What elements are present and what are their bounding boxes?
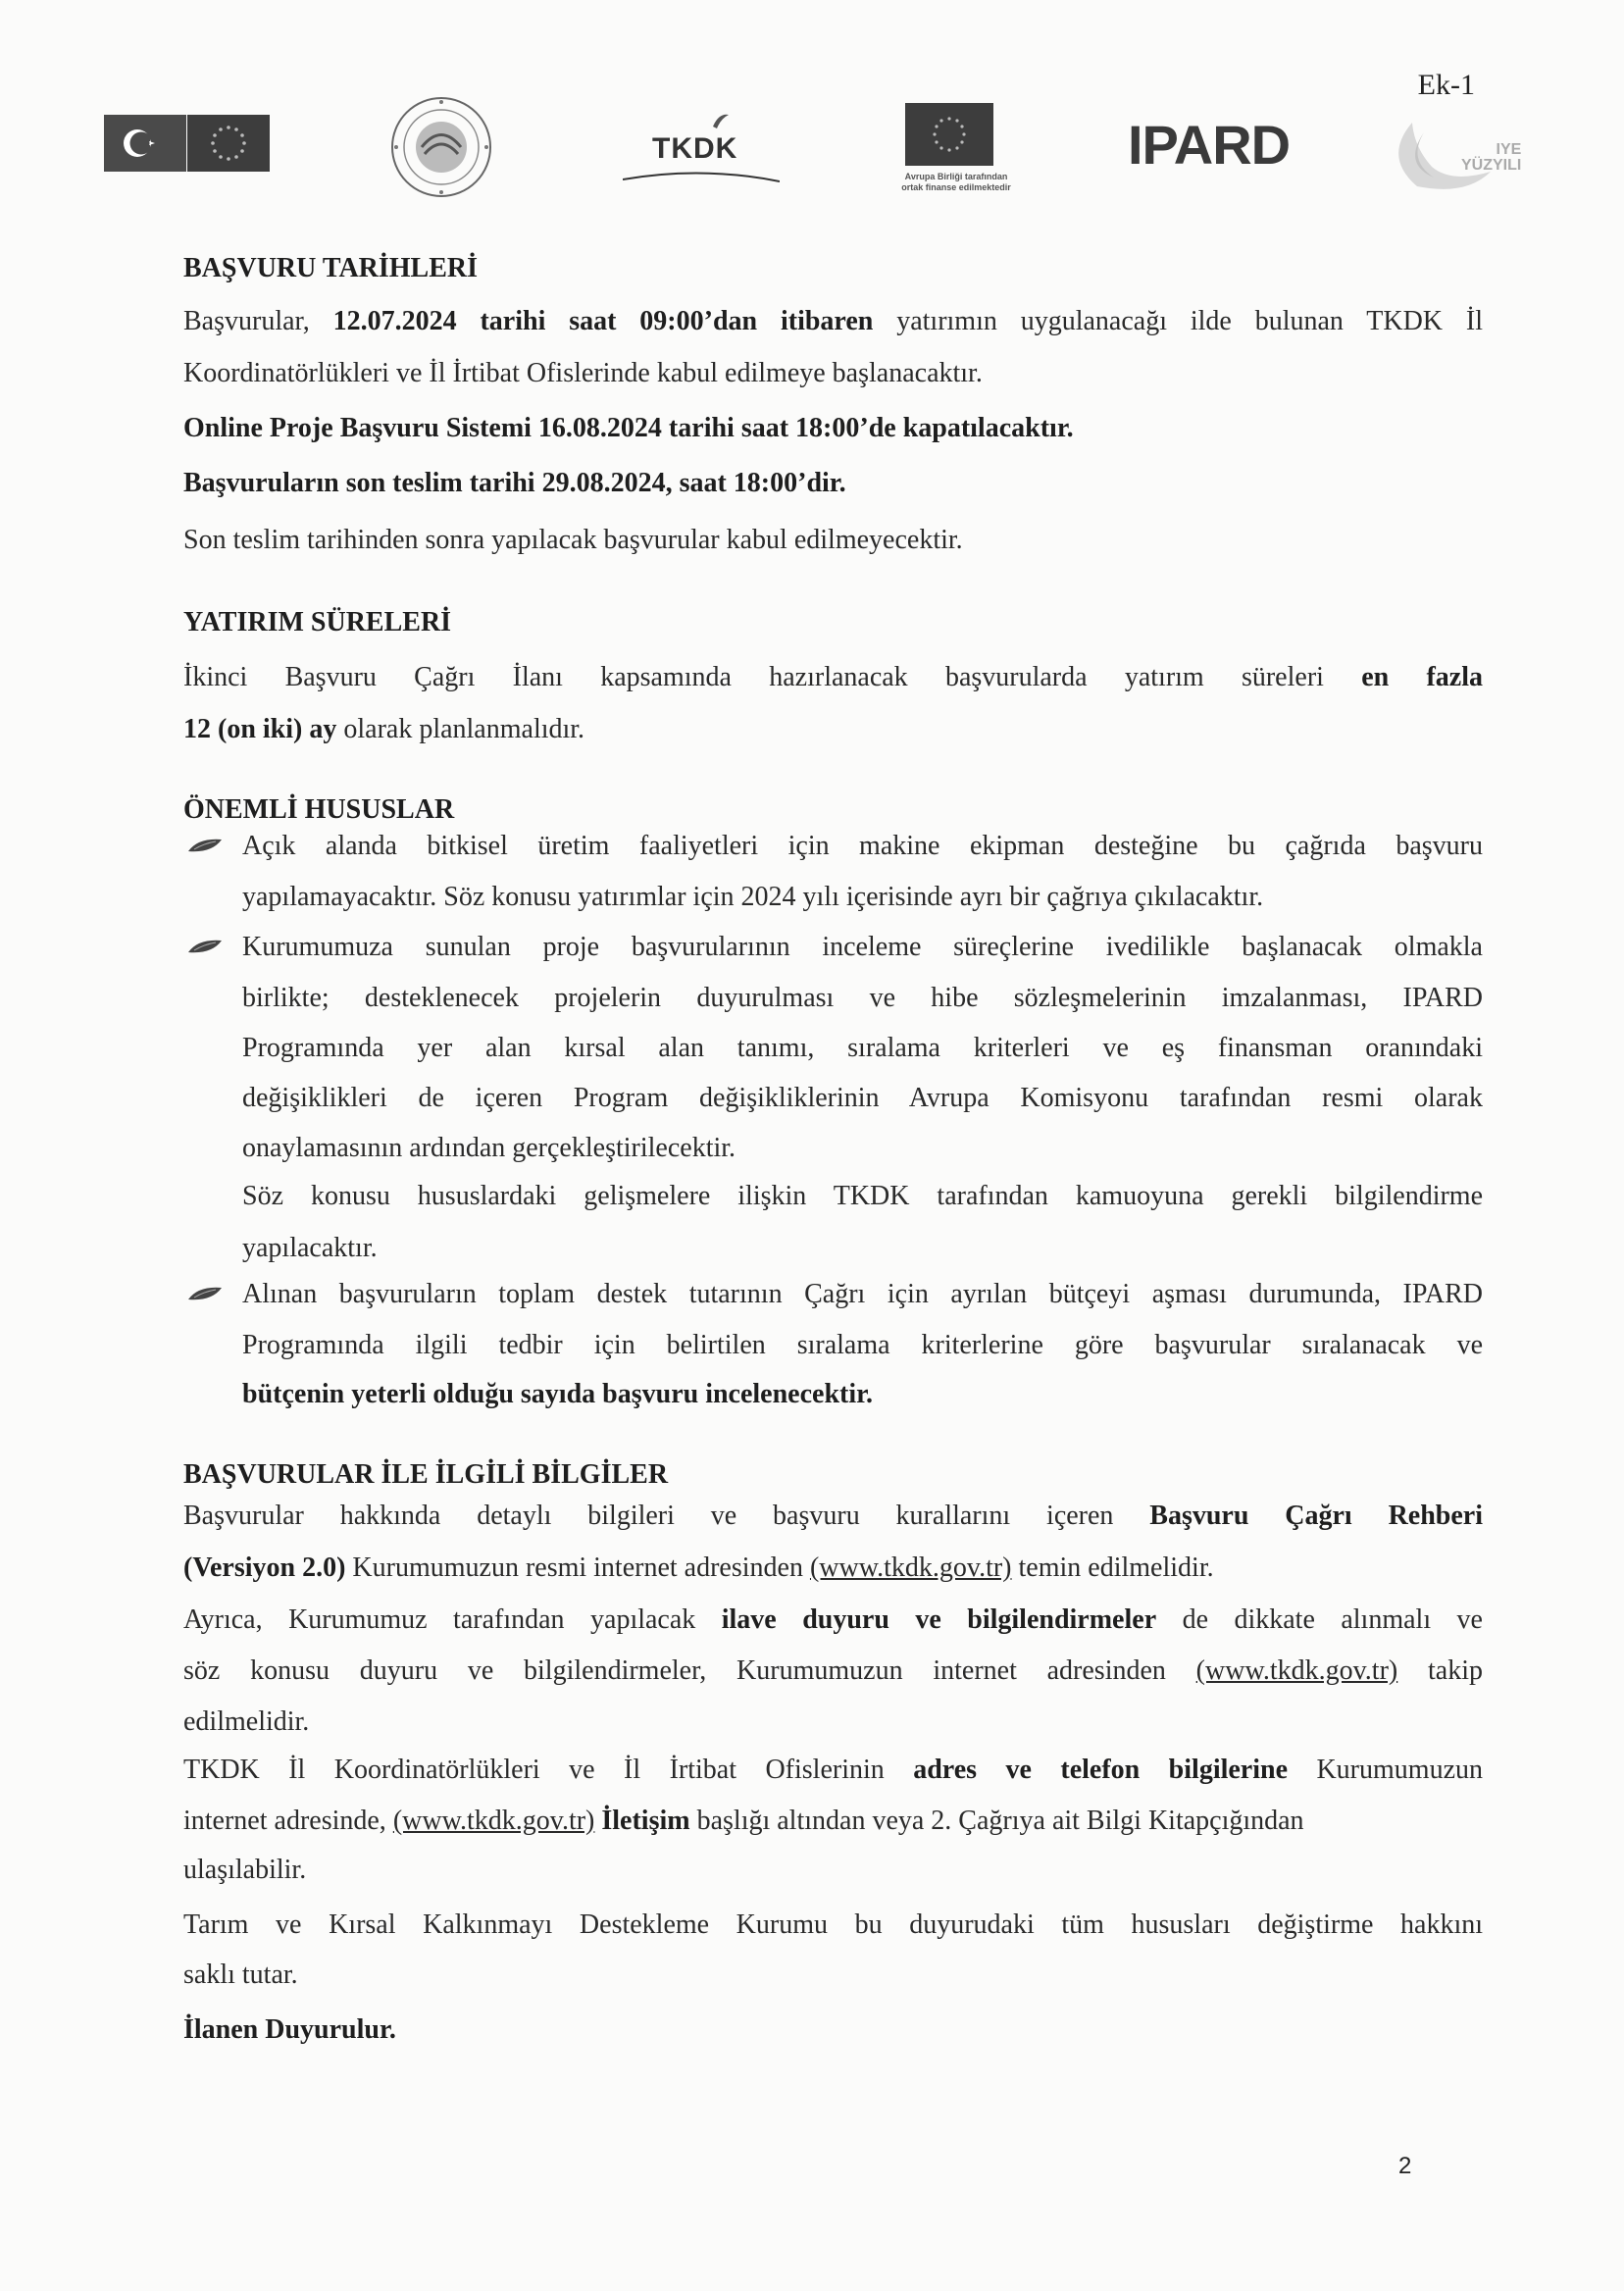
ministry-seal-icon bbox=[387, 93, 495, 201]
info-p2-line-3: edilmelidir. bbox=[183, 1706, 310, 1737]
eu-caption-line-2: ortak finanse edilmektedir bbox=[901, 182, 1011, 192]
text-run: olarak planlanmalıdır. bbox=[336, 714, 585, 744]
submission-deadline: Başvuruların son teslim tarihi 29.08.2024, saat 18:00’dir. bbox=[183, 468, 846, 498]
logo-bar bbox=[0, 93, 1624, 211]
important-item-2-line-1: Kurumumuza sunulan proje başvurularının inceleme süreçlerine ivedilikle başlanacak olmakla bbox=[242, 932, 1483, 962]
info-p2-line-1 bbox=[183, 1604, 1483, 1636]
important-item-2-line-2: birlikte; desteklenecek projelerin duyurulması ve hibe sözleşmelerinin imzalanması, IPARD bbox=[242, 983, 1483, 1013]
leaf-bullet-icon bbox=[186, 937, 226, 958]
duration-bold: 12 (on iki) ay bbox=[183, 714, 337, 744]
info-p4-line-2: saklı tutar. bbox=[183, 1960, 298, 1990]
basvuru-tarihleri-line-2: Koordinatörlükleri ve İl İrtibat Ofislerinde kabul edilmeye başlanacaktır. bbox=[183, 358, 983, 388]
guide-title-bold: Başvuru Çağrı Rehberi bbox=[1149, 1501, 1483, 1531]
important-item-2-line-3: Programında yer alan kırsal alan tanımı, sıralama kriterleri ve eş finansman oranındaki bbox=[242, 1033, 1483, 1063]
text-run: başlığı altından veya 2. Çağrıya ait Bilgi Kitapçığından bbox=[689, 1806, 1304, 1836]
start-date-bold: 12.07.2024 tarihi saat 09:00’dan itibaren bbox=[332, 306, 874, 336]
basvuru-tarihleri-line-1 bbox=[183, 306, 1483, 337]
important-item-2-line-7: yapılacaktır. bbox=[242, 1233, 378, 1263]
info-p1-line-1 bbox=[183, 1501, 1483, 1532]
eu-caption-line-1: Avrupa Birliği tarafından bbox=[904, 172, 1008, 181]
info-p4-line-1: Tarım ve Kırsal Kalkınmayı Destekleme Kurumu bu duyurudaki tüm hususları değiştirme hakkını bbox=[183, 1909, 1483, 1940]
text-run: de dikkate alınmalı ve bbox=[1156, 1604, 1483, 1635]
annex-label: Ek-1 bbox=[1417, 69, 1475, 101]
leaf-bullet-icon bbox=[186, 1284, 226, 1305]
century-logo-icon bbox=[1373, 103, 1540, 201]
important-item-2-line-5: onaylamasının ardından gerçekleştirilecektir. bbox=[242, 1133, 736, 1163]
turkey-flag-icon bbox=[104, 115, 186, 172]
eu-flag-icon bbox=[187, 115, 270, 172]
eu-cofinanced-flag bbox=[905, 103, 993, 166]
info-p2-line-2 bbox=[183, 1655, 1483, 1687]
yatirim-sureleri-line-1 bbox=[183, 662, 1483, 693]
text-run: Kurumumuzun bbox=[1288, 1755, 1483, 1785]
section-title-onemli-hususlar: ÖNEMLİ HUSUSLAR bbox=[183, 794, 455, 825]
text-run: temin edilmelidir. bbox=[1011, 1553, 1214, 1583]
tkdk-website-link[interactable]: (www.tkdk.gov.tr) bbox=[1195, 1655, 1398, 1686]
guide-version-bold: (Versiyon 2.0) bbox=[183, 1553, 346, 1583]
tkdk-website-link[interactable]: (www.tkdk.gov.tr) bbox=[392, 1806, 595, 1836]
important-item-2-line-6: Söz konusu hususlardaki gelişmelere ilişkin TKDK tarafından kamuoyuna gerekli bilgilendirme bbox=[242, 1181, 1483, 1211]
info-p1-line-2 bbox=[183, 1553, 1214, 1584]
text-run: Başvurular, bbox=[183, 306, 333, 336]
text-run: Kurumumuzun resmi internet adresinden bbox=[345, 1553, 810, 1583]
tkdk-logo-icon bbox=[623, 107, 780, 185]
text-run: TKDK İl Koordinatörlükleri ve İl İrtibat Ofislerinin bbox=[183, 1755, 914, 1785]
century-logo-text bbox=[1461, 142, 1521, 174]
important-item-3-line-2: Programında ilgili tedbir için belirtilen sıralama kriterlerine göre başvurular sıralanacak ve bbox=[242, 1330, 1483, 1360]
announcements-bold: ilave duyuru ve bilgilendirmeler bbox=[721, 1604, 1157, 1635]
closing-statement: İlanen Duyurulur. bbox=[183, 2014, 396, 2045]
contact-heading-bold: İletişim bbox=[594, 1806, 690, 1836]
tkdk-website-link[interactable]: (www.tkdk.gov.tr) bbox=[809, 1553, 1012, 1583]
contact-info-bold: adres ve telefon bilgilerine bbox=[913, 1755, 1289, 1785]
text-run: takip bbox=[1397, 1655, 1483, 1686]
text-run: Başvurular hakkında detaylı bilgileri ve başvuru kurallarını içeren bbox=[183, 1501, 1150, 1531]
important-item-2-line-4: değişiklikleri de içeren Program değişikliklerinin Avrupa Komisyonu tarafından resmi olarak bbox=[242, 1083, 1483, 1113]
text-run: yatırımın uygulanacağı ilde bulunan TKDK İl bbox=[873, 306, 1484, 336]
text-run: söz konusu duyuru ve bilgilendirmeler, Kurumumuzun internet adresinden bbox=[183, 1655, 1196, 1686]
info-p3-line-3: ulaşılabilir. bbox=[183, 1855, 307, 1885]
section-title-basvuru-tarihleri: BAŞVURU TARİHLERİ bbox=[183, 253, 479, 283]
ipard-logo-icon: IPARD bbox=[1128, 114, 1291, 176]
important-item-3-line-1: Alınan başvuruların toplam destek tutarının Çağrı için ayrılan bütçeyi aşması durumunda, IPARD bbox=[242, 1279, 1483, 1309]
yatirim-sureleri-line-2 bbox=[183, 714, 584, 745]
important-item-1-line-2: yapılamayacaktır. Söz konusu yatırımlar için 2024 yılı içerisinde ayrı bir çağrıya çıkılacaktır. bbox=[242, 882, 1264, 912]
text-run: internet adresinde, bbox=[183, 1806, 393, 1836]
important-item-1-line-1: Açık alanda bitkisel üretim faaliyetleri için makine ekipman desteğine bu çağrıda başvuru bbox=[242, 831, 1483, 861]
section-title-basvurular-bilgiler: BAŞVURULAR İLE İLGİLİ BİLGİLER bbox=[183, 1459, 669, 1490]
online-system-close-date: Online Proje Başvuru Sistemi 16.08.2024 tarihi saat 18:00’de kapatılacaktır. bbox=[183, 413, 1074, 443]
max-duration-bold: en fazla bbox=[1361, 662, 1484, 692]
text-run: Ayrıca, Kurumumuz tarafından yapılacak bbox=[183, 1604, 722, 1635]
century-logo-text-1: IYE bbox=[1496, 141, 1522, 158]
eu-cofinanced-caption bbox=[883, 172, 1030, 193]
leaf-bullet-icon bbox=[186, 836, 226, 857]
late-submission-note: Son teslim tarihinden sonra yapılacak başvurular kabul edilmeyecektir. bbox=[183, 525, 963, 555]
eu-cofinanced-icon bbox=[883, 103, 1030, 211]
section-title-yatirim-sureleri: YATIRIM SÜRELERİ bbox=[183, 607, 452, 637]
page-number: 2 bbox=[1398, 2153, 1412, 2179]
text-run: İkinci Başvuru Çağrı İlanı kapsamında hazırlanacak başvurularda yatırım süreleri bbox=[183, 662, 1362, 692]
important-item-3-line-3: bütçenin yeterli olduğu sayıda başvuru incelenecektir. bbox=[242, 1379, 874, 1409]
century-logo-text-2: YÜZYILI bbox=[1461, 157, 1522, 174]
info-p3-line-1 bbox=[183, 1755, 1483, 1786]
tkdk-logo-text: TKDK bbox=[652, 132, 738, 165]
info-p3-line-2 bbox=[183, 1806, 1304, 1837]
